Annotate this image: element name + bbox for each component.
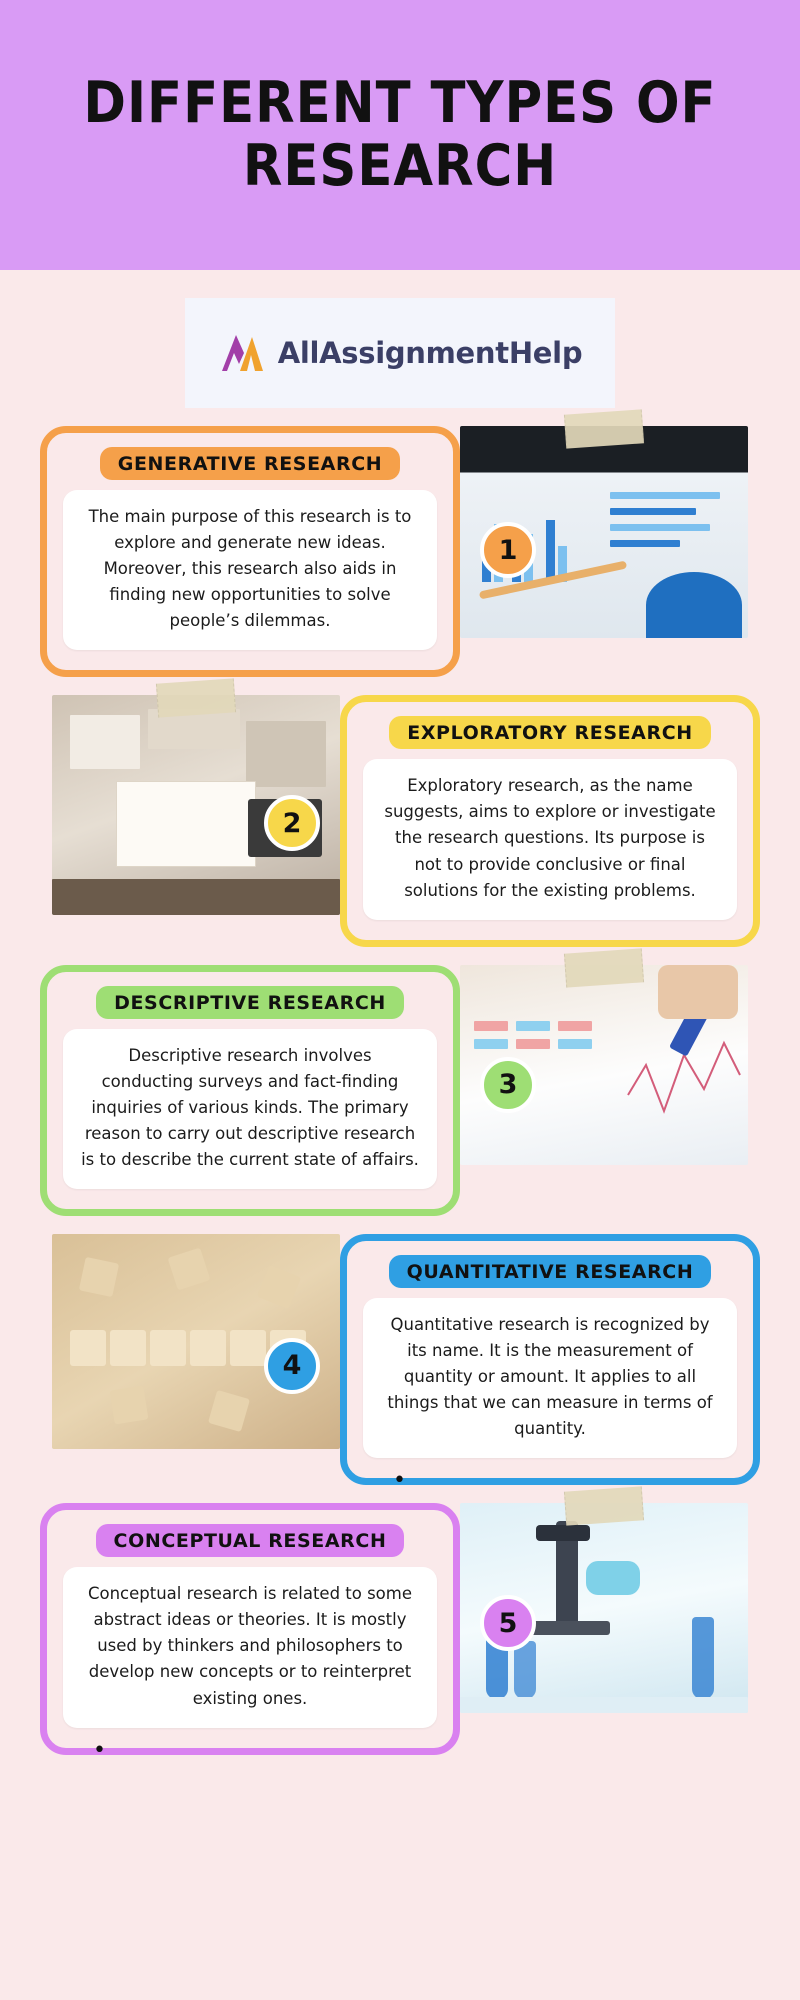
section-text-block [340,1234,760,1494]
section-text-block [340,695,760,946]
section-number: 1 [480,522,536,578]
section-text-block [40,1503,460,1763]
section-title: GENERATIVE RESEARCH [100,447,401,480]
section-conceptual-research [0,1503,800,1763]
section-frame: QUANTITATIVE RESEARCH Quantitative research is recognized by its name. It is the measurement of quantity or amount. It applies to all things that we can measure in terms of quantity. • [340,1234,760,1485]
section-frame [340,695,760,946]
section-frame [40,965,460,1216]
tape-decoration [564,948,644,987]
tape-decoration [156,679,236,718]
section-title: EXPLORATORY RESEARCH [389,716,711,749]
double-chevron-logo-icon [218,331,266,375]
section-descriptive-research [0,965,800,1216]
page-header [0,0,800,270]
brand-logo [185,298,615,408]
section-number: 3 [480,1057,536,1113]
section-title: QUANTITATIVE RESEARCH [389,1255,712,1288]
section-generative-research [0,426,800,677]
section-number: 4 [264,1338,320,1394]
section-exploratory-research [0,695,800,946]
section-body: Descriptive research involves conducting surveys and fact-finding inquiries of various kinds. The primary reason to carry out descriptive research is to describe the current state of affairs. [63,1029,437,1189]
section-number: 2 [264,795,320,851]
tape-decoration [564,409,644,448]
section-frame: CONCEPTUAL RESEARCH Conceptual research is related to some abstract ideas or theories. It is mostly used by thinkers and philosophers to develop new concepts or to reinterpret existing ones. • [40,1503,460,1754]
section-number: 5 [480,1595,536,1651]
section-quantitative-research [0,1234,800,1494]
page-title: DIFFERENT TYPES OF RESEARCH [83,70,717,199]
brand-name: AllAssignmentHelp [277,336,583,370]
section-title: DESCRIPTIVE RESEARCH [96,986,404,1019]
section-text-block [40,426,460,677]
section-body: The main purpose of this research is to explore and generate new ideas. Moreover, this research also aids in finding new opportunities to solve people’s dilemmas. [63,490,437,650]
section-title: CONCEPTUAL RESEARCH [96,1524,405,1557]
section-text-block [40,965,460,1216]
section-frame [40,426,460,677]
section-body: Exploratory research, as the name suggests, aims to explore or investigate the research questions. Its purpose is not to provide conclusive or final solutions for the existing problems. [363,759,737,919]
tape-decoration [564,1487,644,1526]
section-body: Conceptual research is related to some abstract ideas or theories. It is mostly used by thinkers and philosophers to develop new concepts or to reinterpret existing ones. [63,1567,437,1727]
section-body: Quantitative research is recognized by its name. It is the measurement of quantity or amount. It applies to all things that we can measure in terms of quantity. [363,1298,737,1458]
